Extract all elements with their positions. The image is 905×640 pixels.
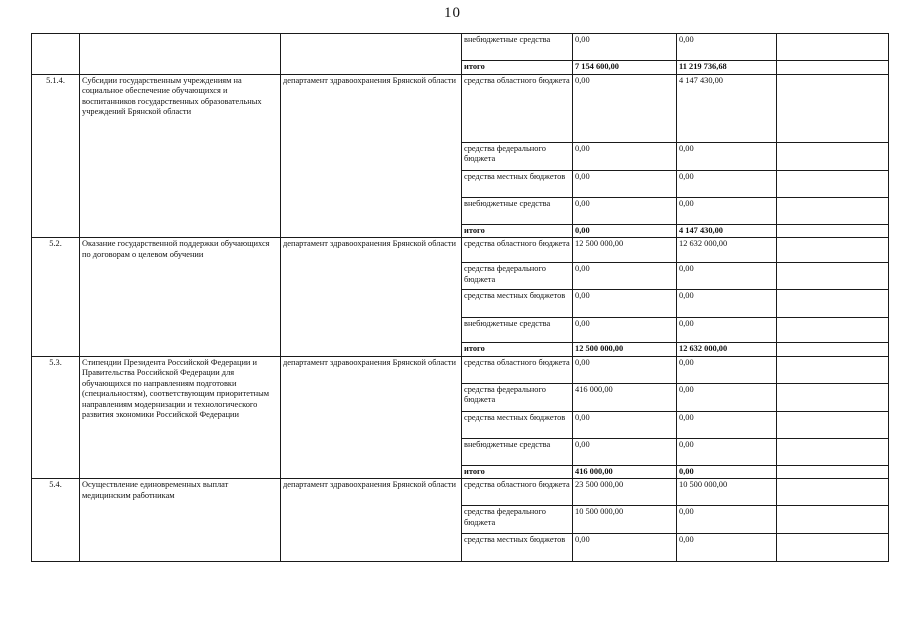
page-number: 10 <box>444 5 461 21</box>
amount-2: 0,00 <box>677 142 777 170</box>
amount-1: 12 500 000,00 <box>573 238 677 263</box>
source-label: средства федерального бюджета <box>462 142 573 170</box>
cell-empty <box>777 506 889 534</box>
cell-empty <box>777 142 889 170</box>
amount-1: 0,00 <box>573 224 677 238</box>
cell-number: 5.1.4. <box>32 74 80 238</box>
cell-empty <box>777 197 889 224</box>
cell-executor <box>281 34 462 75</box>
amount-1: 12 500 000,00 <box>573 343 677 357</box>
cell-empty <box>777 343 889 357</box>
amount-2: 11 219 736,68 <box>677 61 777 75</box>
cell-executor: департамент здравоохранения Брянской области <box>281 74 462 238</box>
table-row <box>32 356 889 383</box>
amount-1: 0,00 <box>573 170 677 197</box>
source-label: средства местных бюджетов <box>462 290 573 318</box>
amount-2: 12 632 000,00 <box>677 238 777 263</box>
amount-1: 0,00 <box>573 318 677 343</box>
amount-2: 0,00 <box>677 290 777 318</box>
source-label: средства федерального бюджета <box>462 263 573 290</box>
cell-empty <box>777 318 889 343</box>
source-label: внебюджетные средства <box>462 438 573 465</box>
amount-2: 0,00 <box>677 438 777 465</box>
amount-1: 0,00 <box>573 411 677 438</box>
amount-1: 0,00 <box>573 263 677 290</box>
source-label: средства федерального бюджета <box>462 383 573 411</box>
source-label: внебюджетные средства <box>462 34 573 61</box>
table-row <box>32 34 889 61</box>
source-label-total: итого <box>462 224 573 238</box>
amount-1: 416 000,00 <box>573 383 677 411</box>
amount-2: 4 147 430,00 <box>677 74 777 142</box>
amount-2: 0,00 <box>677 318 777 343</box>
amount-1: 7 154 600,00 <box>573 61 677 75</box>
cell-empty <box>777 465 889 479</box>
amount-1: 10 500 000,00 <box>573 506 677 534</box>
amount-2: 12 632 000,00 <box>677 343 777 357</box>
cell-empty <box>777 411 889 438</box>
amount-1: 0,00 <box>573 34 677 61</box>
cell-empty <box>777 74 889 142</box>
table-row <box>32 238 889 263</box>
cell-empty <box>777 224 889 238</box>
cell-empty <box>777 383 889 411</box>
source-label: средства федерального бюджета <box>462 506 573 534</box>
amount-2: 0,00 <box>677 34 777 61</box>
cell-empty <box>777 290 889 318</box>
source-label: средства областного бюджета <box>462 356 573 383</box>
source-label-total: итого <box>462 61 573 75</box>
cell-name <box>80 34 281 75</box>
cell-number: 5.3. <box>32 356 80 479</box>
cell-name: Оказание государственной поддержки обучающихся по договорам о целевом обучении <box>80 238 281 357</box>
cell-number <box>32 34 80 75</box>
source-label-total: итого <box>462 465 573 479</box>
cell-name: Субсидии государственным учреждениям на социальное обеспечение обучающихся и воспитанников государственных образовательных учреждений Брянской области <box>80 74 281 238</box>
amount-1: 0,00 <box>573 534 677 562</box>
cell-empty <box>777 438 889 465</box>
source-label: внебюджетные средства <box>462 197 573 224</box>
source-label: средства областного бюджета <box>462 238 573 263</box>
cell-empty <box>777 356 889 383</box>
amount-2: 0,00 <box>677 506 777 534</box>
amount-1: 416 000,00 <box>573 465 677 479</box>
amount-1: 0,00 <box>573 197 677 224</box>
cell-empty <box>777 479 889 506</box>
amount-2: 0,00 <box>677 383 777 411</box>
cell-empty <box>777 534 889 562</box>
cell-name: Стипендии Президента Российской Федерации и Правительства Российской Федерации для обучающихся по направлениям подготовки (специальностям), соответствующим приоритетным направлениям модернизации и технологического развития экономики Российской Федерации <box>80 356 281 479</box>
cell-empty <box>777 238 889 263</box>
amount-1: 0,00 <box>573 356 677 383</box>
source-label-total: итого <box>462 343 573 357</box>
table-row <box>32 479 889 506</box>
budget-table <box>31 33 889 562</box>
source-label: средства областного бюджета <box>462 74 573 142</box>
source-label: средства местных бюджетов <box>462 534 573 562</box>
source-label: внебюджетные средства <box>462 318 573 343</box>
cell-empty <box>777 170 889 197</box>
amount-2: 0,00 <box>677 197 777 224</box>
amount-1: 0,00 <box>573 142 677 170</box>
cell-executor: департамент здравоохранения Брянской области <box>281 356 462 479</box>
source-label: средства местных бюджетов <box>462 170 573 197</box>
amount-2: 0,00 <box>677 465 777 479</box>
cell-empty <box>777 34 889 61</box>
amount-2: 4 147 430,00 <box>677 224 777 238</box>
amount-2: 0,00 <box>677 263 777 290</box>
source-label: средства местных бюджетов <box>462 411 573 438</box>
cell-empty <box>777 263 889 290</box>
amount-2: 10 500 000,00 <box>677 479 777 506</box>
source-label: средства областного бюджета <box>462 479 573 506</box>
cell-number: 5.4. <box>32 479 80 562</box>
amount-1: 23 500 000,00 <box>573 479 677 506</box>
amount-1: 0,00 <box>573 290 677 318</box>
amount-2: 0,00 <box>677 534 777 562</box>
table-row <box>32 74 889 142</box>
amount-1: 0,00 <box>573 74 677 142</box>
amount-2: 0,00 <box>677 356 777 383</box>
cell-name: Осуществление единовременных выплат медицинским работникам <box>80 479 281 562</box>
amount-1: 0,00 <box>573 438 677 465</box>
amount-2: 0,00 <box>677 170 777 197</box>
cell-executor: департамент здравоохранения Брянской области <box>281 238 462 357</box>
cell-empty <box>777 61 889 75</box>
cell-number: 5.2. <box>32 238 80 357</box>
cell-executor: департамент здравоохранения Брянской области <box>281 479 462 562</box>
amount-2: 0,00 <box>677 411 777 438</box>
